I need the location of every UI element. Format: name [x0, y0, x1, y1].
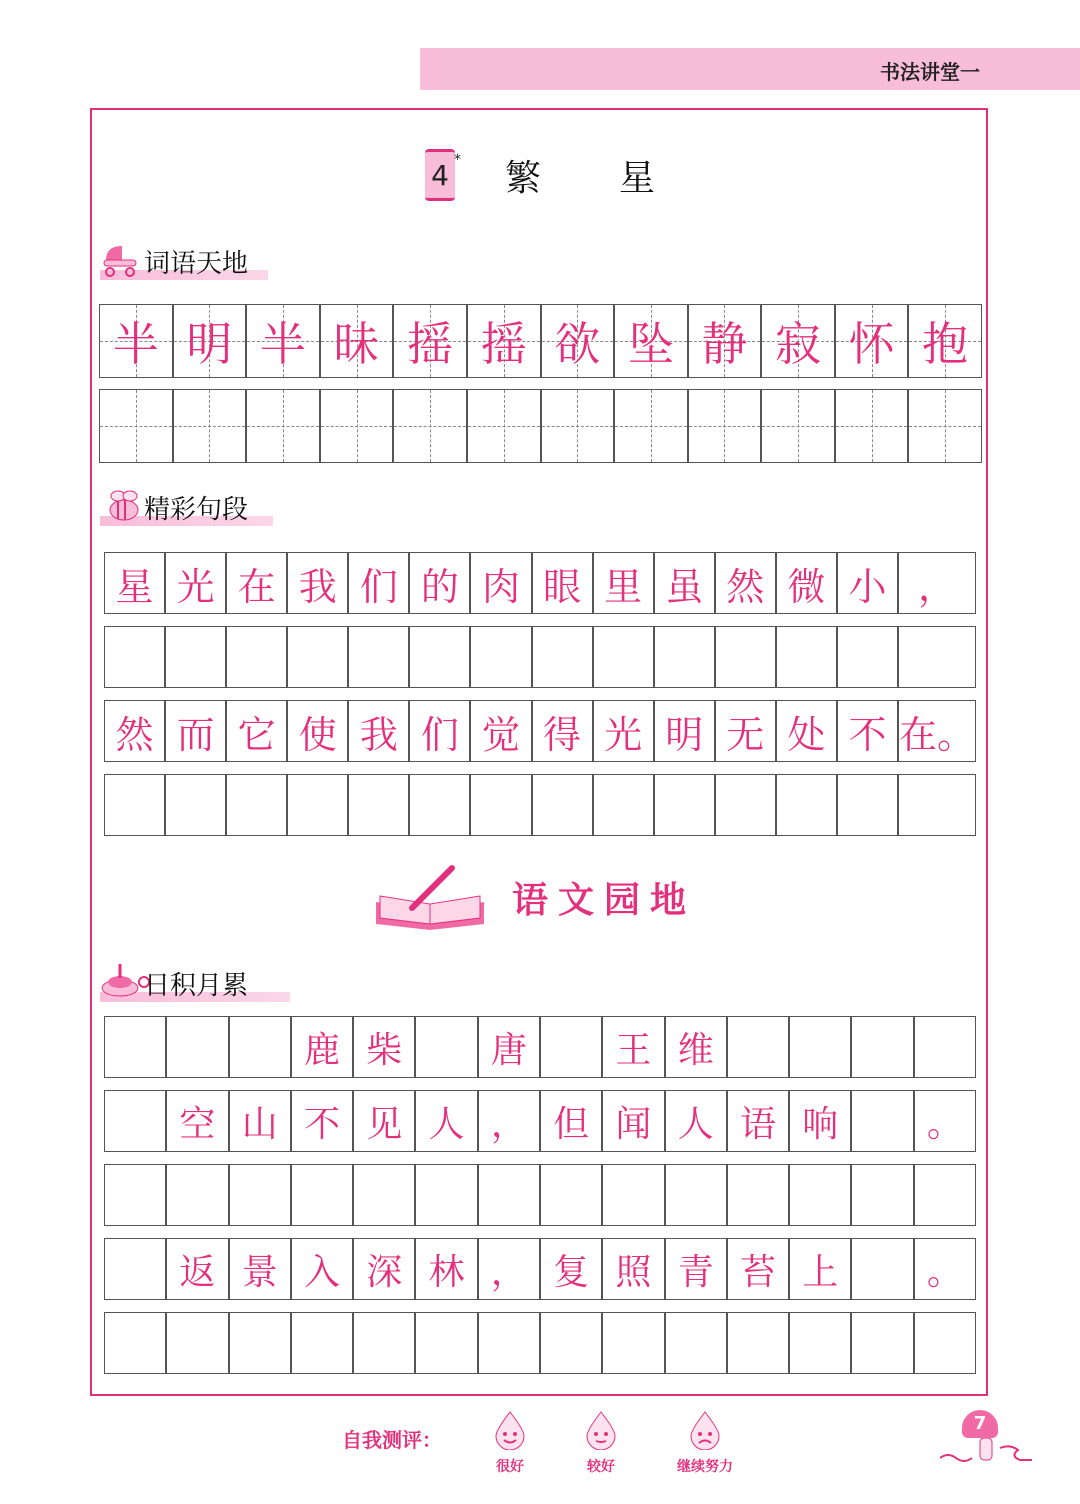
- smile-drop-icon: [581, 1410, 621, 1450]
- sentence-cell: [226, 774, 287, 836]
- sentence-cell: 然: [104, 700, 165, 762]
- poem-cell: [540, 1164, 602, 1226]
- poem-cell: 。: [914, 1238, 976, 1300]
- poem-cell: 照: [602, 1238, 664, 1300]
- word-cell: 坠: [614, 304, 688, 378]
- sentence-cell: 眼: [532, 552, 593, 614]
- word-blank-cell: [835, 389, 909, 463]
- section-sentences-heading: [100, 490, 275, 526]
- poem-cell: [229, 1164, 291, 1226]
- word-blank-cell: [688, 389, 762, 463]
- sentence-cell: 不: [837, 700, 898, 762]
- sentence-cell: 然: [715, 552, 776, 614]
- word-cell: 寂: [761, 304, 835, 378]
- page-number: 7: [962, 1410, 998, 1438]
- rating-label: 很好: [496, 1459, 524, 1475]
- word-cell: 摇: [393, 304, 467, 378]
- sentence-cell: [409, 774, 470, 836]
- sentence-cell: 微: [776, 552, 837, 614]
- poem-cell: [914, 1016, 976, 1078]
- sentence-cell: [287, 626, 348, 688]
- poem-cell: 空: [166, 1090, 228, 1152]
- poem-cell: 苔: [727, 1238, 789, 1300]
- poem-cell: [478, 1312, 540, 1374]
- sentence-cell: [165, 626, 226, 688]
- poem-cell: [291, 1312, 353, 1374]
- poem-cell: 林: [415, 1238, 477, 1300]
- word-cell: 欲: [541, 304, 615, 378]
- poem-cell: 复: [540, 1238, 602, 1300]
- rating-keep-trying[interactable]: [665, 1410, 745, 1476]
- sentence-cell: 小: [837, 552, 898, 614]
- poem-cell: [104, 1016, 166, 1078]
- poem-cell: 。: [914, 1090, 976, 1152]
- poem-cell: [415, 1164, 477, 1226]
- sad-drop-icon: [685, 1410, 725, 1450]
- poem-cell: ，: [478, 1238, 540, 1300]
- poem-cell: ，: [478, 1090, 540, 1152]
- sentence-cell: 得: [532, 700, 593, 762]
- poem-cell: [104, 1312, 166, 1374]
- poem-cell: 见: [353, 1090, 415, 1152]
- word-blank-cell: [908, 389, 982, 463]
- sentence-cell: [348, 774, 409, 836]
- sentence-cell: [837, 774, 898, 836]
- sentence-cell: 它: [226, 700, 287, 762]
- header-band: [420, 48, 1080, 90]
- sentence-cell: [776, 626, 837, 688]
- poem-cell: [727, 1016, 789, 1078]
- section-words-label: 词语天地: [144, 249, 249, 279]
- rating-good[interactable]: [561, 1410, 641, 1476]
- sentence-cell: 肉: [470, 552, 531, 614]
- poem-cell: [851, 1312, 913, 1374]
- sentence-cell: [654, 774, 715, 836]
- poem-cell: 青: [665, 1238, 727, 1300]
- poem-cell: [914, 1312, 976, 1374]
- poem-cell: [166, 1016, 228, 1078]
- word-blank-cell: [320, 389, 394, 463]
- word-cell: 半: [246, 304, 320, 378]
- sentence-cell: [104, 774, 165, 836]
- section-daily-label: 日积月累: [144, 971, 249, 1001]
- lesson-number-badge: [425, 149, 461, 201]
- header-title: 书法讲堂一: [880, 60, 980, 84]
- sentence-cell: [165, 774, 226, 836]
- poem-cell: 人: [665, 1090, 727, 1152]
- poem-practice-grid: [104, 1016, 976, 1376]
- poem-cell: [602, 1312, 664, 1374]
- word-practice-grid: [99, 304, 982, 378]
- word-cell: 半: [99, 304, 173, 378]
- poem-cell: [540, 1016, 602, 1078]
- word-blank-cell: [541, 389, 615, 463]
- rating-label: 较好: [587, 1459, 615, 1475]
- poem-cell: [727, 1312, 789, 1374]
- poem-cell: [291, 1164, 353, 1226]
- sentence-cell: [287, 774, 348, 836]
- open-book-pen-icon: [372, 862, 488, 932]
- poem-cell: 深: [353, 1238, 415, 1300]
- section-words-heading: [100, 244, 270, 280]
- word-blank-cell: [99, 389, 173, 463]
- sentence-cell: 觉: [470, 700, 531, 762]
- poem-cell: [851, 1016, 913, 1078]
- stroller-icon: [100, 242, 142, 278]
- word-blank-cell: [246, 389, 320, 463]
- sentence-cell: [470, 774, 531, 836]
- poem-cell: 上: [789, 1238, 851, 1300]
- word-cell: 怀: [835, 304, 909, 378]
- poem-cell: 入: [291, 1238, 353, 1300]
- sentence-cell: [776, 774, 837, 836]
- sentence-cell: 光: [165, 552, 226, 614]
- sentence-cell: 在。: [898, 700, 976, 762]
- word-blank-cell: [467, 389, 541, 463]
- section-sentences-label: 精彩句段: [144, 495, 249, 525]
- sentence-cell: [348, 626, 409, 688]
- poem-cell: [415, 1016, 477, 1078]
- poem-cell: 维: [665, 1016, 727, 1078]
- word-blank-cell: [173, 389, 247, 463]
- sentence-cell: 使: [287, 700, 348, 762]
- poem-cell: [789, 1164, 851, 1226]
- sentence-cell: 们: [409, 700, 470, 762]
- word-cell: 静: [688, 304, 762, 378]
- poem-cell: [789, 1312, 851, 1374]
- word-blank-cell: [614, 389, 688, 463]
- poem-cell: [540, 1312, 602, 1374]
- poem-cell: 王: [602, 1016, 664, 1078]
- poem-cell: 鹿: [291, 1016, 353, 1078]
- sentence-cell: 星: [104, 552, 165, 614]
- poem-cell: 语: [727, 1090, 789, 1152]
- poem-cell: [229, 1312, 291, 1374]
- section-daily-heading: [100, 966, 292, 1002]
- poem-cell: [602, 1164, 664, 1226]
- poem-cell: [415, 1312, 477, 1374]
- word-blank-cell: [393, 389, 467, 463]
- sentence-cell: [532, 626, 593, 688]
- mushroom-stem-decoration: [940, 1438, 1040, 1468]
- sentence-cell: 我: [348, 700, 409, 762]
- word-cell: 摇: [467, 304, 541, 378]
- sentence-cell: [409, 626, 470, 688]
- poem-cell: [789, 1016, 851, 1078]
- sentence-cell: 虽: [654, 552, 715, 614]
- poem-cell: 山: [229, 1090, 291, 1152]
- sentence-cell: [104, 626, 165, 688]
- sentence-cell: 明: [654, 700, 715, 762]
- poem-cell: 返: [166, 1238, 228, 1300]
- self-eval-label: 自我测评：: [342, 1428, 442, 1452]
- poem-cell: [353, 1312, 415, 1374]
- lesson-name: 繁星: [505, 157, 734, 199]
- sentence-cell: [226, 626, 287, 688]
- poem-cell: [665, 1312, 727, 1374]
- sentence-cell: [715, 774, 776, 836]
- sentence-practice-grid: [104, 552, 976, 838]
- poem-cell: 柴: [353, 1016, 415, 1078]
- sentence-cell: [837, 626, 898, 688]
- rating-label: 继续努力: [677, 1459, 733, 1475]
- sentence-cell: [898, 626, 976, 688]
- poem-cell: 但: [540, 1090, 602, 1152]
- poem-cell: [478, 1164, 540, 1226]
- sentence-cell: [898, 774, 976, 836]
- poem-cell: [104, 1238, 166, 1300]
- sentence-cell: 们: [348, 552, 409, 614]
- poem-cell: [665, 1164, 727, 1226]
- rating-very-good[interactable]: [470, 1410, 550, 1476]
- poem-cell: [104, 1090, 166, 1152]
- poem-cell: [166, 1164, 228, 1226]
- sentence-cell: [654, 626, 715, 688]
- sentence-cell: 里: [593, 552, 654, 614]
- sentence-cell: [532, 774, 593, 836]
- garden-title: [372, 862, 696, 932]
- sentence-cell: 我: [287, 552, 348, 614]
- poem-cell: 闻: [602, 1090, 664, 1152]
- sentence-cell: 在: [226, 552, 287, 614]
- word-cell: 明: [173, 304, 247, 378]
- poem-cell: [104, 1164, 166, 1226]
- word-blank-cell: [761, 389, 835, 463]
- sentence-cell: 处: [776, 700, 837, 762]
- sentence-cell: [593, 774, 654, 836]
- sentence-cell: 光: [593, 700, 654, 762]
- footer: [0, 1404, 1080, 1504]
- happy-drop-icon: [490, 1410, 530, 1450]
- poem-cell: [851, 1090, 913, 1152]
- sentence-cell: 无: [715, 700, 776, 762]
- sentence-cell: [593, 626, 654, 688]
- poem-cell: [727, 1164, 789, 1226]
- lesson-mark: *: [454, 152, 461, 168]
- poem-cell: 响: [789, 1090, 851, 1152]
- garden-title-text: 语文园地: [512, 879, 697, 921]
- poem-cell: 不: [291, 1090, 353, 1152]
- poem-cell: [353, 1164, 415, 1226]
- poem-cell: 人: [415, 1090, 477, 1152]
- sentence-cell: [470, 626, 531, 688]
- poem-cell: 唐: [478, 1016, 540, 1078]
- lesson-number: 4: [431, 158, 449, 192]
- lesson-title: [425, 145, 733, 205]
- word-cell: 昧: [320, 304, 394, 378]
- poem-cell: [229, 1016, 291, 1078]
- sentence-cell: 而: [165, 700, 226, 762]
- word-cell: 抱: [908, 304, 982, 378]
- poem-cell: 景: [229, 1238, 291, 1300]
- poem-cell: [851, 1238, 913, 1300]
- poem-cell: [166, 1312, 228, 1374]
- bee-icon: [100, 488, 142, 524]
- sentence-cell: ，: [898, 552, 976, 614]
- sentence-cell: 的: [409, 552, 470, 614]
- sentence-cell: [715, 626, 776, 688]
- poem-cell: [851, 1164, 913, 1226]
- word-blank-grid: [99, 389, 982, 463]
- poem-cell: [914, 1164, 976, 1226]
